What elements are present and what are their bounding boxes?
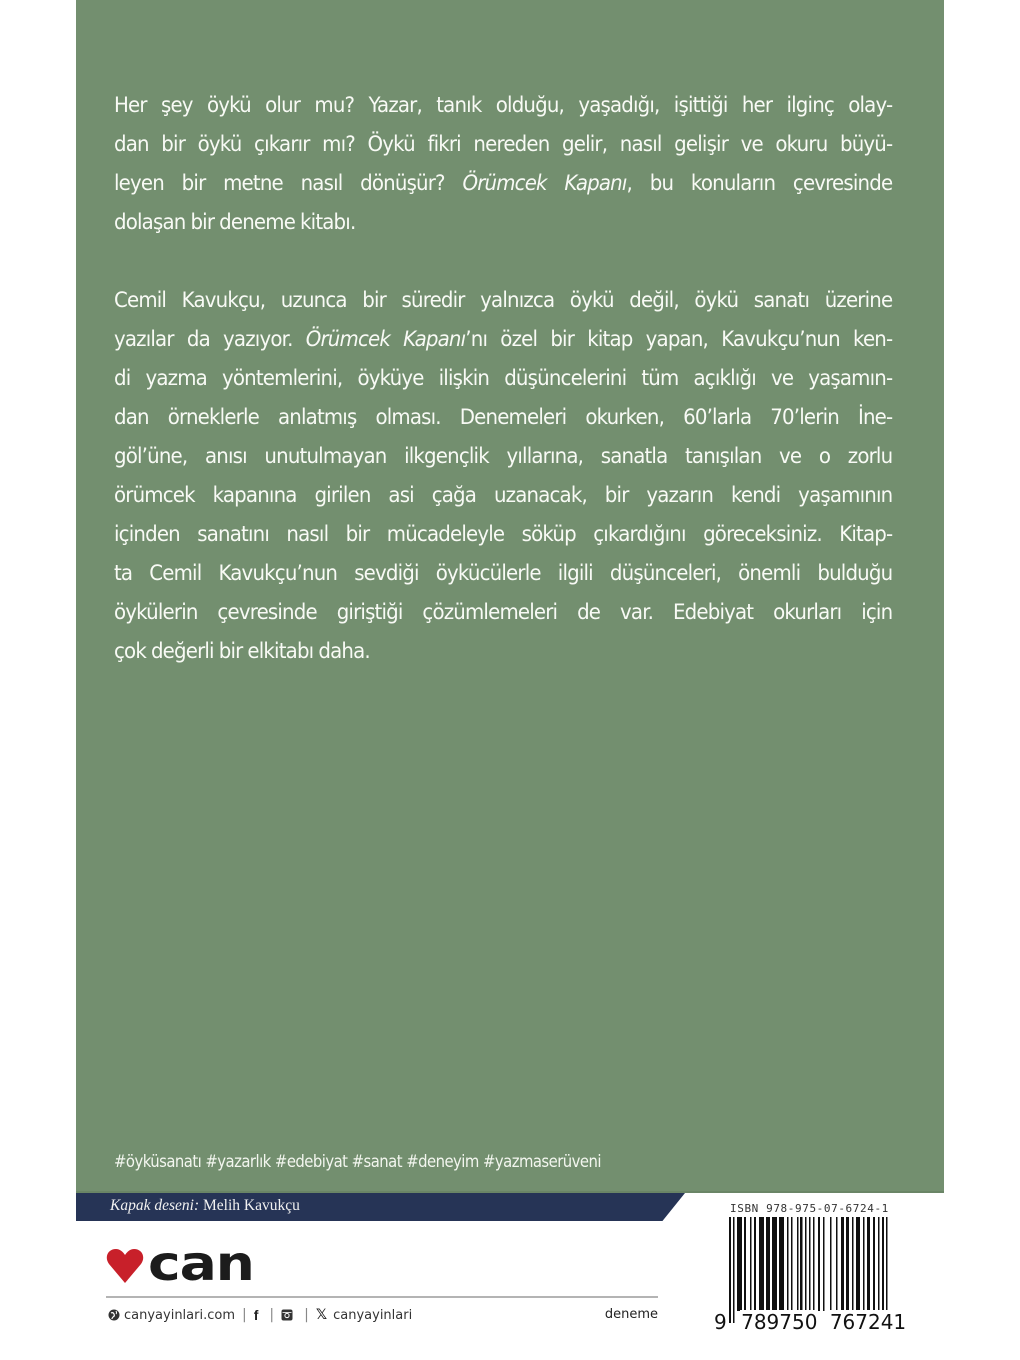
blurb-line: içinden sanatını nasıl bir mücadeleyle söküp çıkardığını göreceksiniz. Kitap- [114,522,893,547]
facebook-icon[interactable]: f [253,1307,259,1323]
footer-divider [106,1296,658,1298]
separator: | [269,1307,275,1323]
heart-icon [106,1248,144,1284]
blurb-text-fragment: leyen bir metne nasıl dönüşür? [114,171,445,196]
blurb-line [114,164,892,203]
logo-wordmark: can [148,1236,254,1292]
separator: | [304,1307,309,1323]
barcode-digits [713,1310,907,1334]
separator: | [242,1307,247,1323]
barcode-first-digit: 9 [714,1310,727,1334]
blurb-paragraph-2 [114,281,892,671]
blurb-line: öykülerin çevresinde giriştiği çözümlemeleri de var. Edebiyat okurları için [114,600,893,625]
hashtags: #öyküsanatı #yazarlık #edebiyat #sanat #deneyim #yazmaserüveni [114,1152,601,1171]
blurb-text-fragment: yazılar da yazıyor. [114,327,293,352]
blurb-line: dolaşan bir deneme kitabı. [114,210,356,235]
book-title-italic: Örümcek Kapanı [462,171,627,196]
genre-label: deneme [604,1307,658,1322]
cover-credit-name: Melih Kavukçu [199,1197,300,1214]
blurb-line: Her şey öykü olur mu? Yazar, tanık olduğu, yaşadığı, işittiği her ilginç olay- [114,93,893,118]
barcode-group-2: 767241 [829,1310,907,1334]
cover-credit-label: Kapak deseni: [110,1197,200,1214]
isbn-label: ISBN 978-975-07-6724-1 [730,1202,889,1215]
blurb-line: ta Cemil Kavukçu’nun sevdiği öykücülerle ilgili düşünceleri, önemli bulduğu [114,561,893,586]
blurb-line: çok değerli bir elkitabı daha. [114,639,370,664]
blurb-line: Cemil Kavukçu, uzunca bir süredir yalnızca öykü değil, öykü sanatı üzerine [114,288,893,313]
barcode [729,1217,894,1323]
blurb-text-fragment: , bu konuların çevresinde [626,171,893,196]
barcode-group-1: 789750 [741,1310,818,1334]
website-link[interactable]: canyayinlari.com [124,1307,235,1323]
blurb-line: örümcek kapanına girilen asi çağa uzanacak, bir yazarın kendi yaşamının [114,483,893,508]
blurb-line: göl’üne, anısı unutulmayan ilkgençlik yıllarına, sanatla tanışılan ve o zorlu [114,444,893,469]
blurb-line [114,320,892,359]
x-icon[interactable]: 𝕏 [315,1307,328,1323]
globe-icon [108,1309,120,1321]
social-handle[interactable]: canyayinlari [333,1307,413,1323]
blurb-line: dan örneklerle anlatmış olması. Denemeleri okurken, 60’larla 70’lerin İne- [114,405,893,430]
book-title-italic: Örümcek Kapanı [305,327,466,352]
blurb-paragraph-1 [114,86,892,242]
blurb-line: dan bir öykü çıkarır mı? Öykü fikri nereden gelir, nasıl gelişir ve okuru büyü- [114,132,893,157]
blurb-text [114,86,892,710]
footer-links [108,1307,412,1323]
instagram-icon[interactable] [281,1309,293,1321]
blurb-text-fragment: ’nı özel bir kitap yapan, Kavukçu’nun ken- [465,327,893,352]
blurb-line: di yazma yöntemlerini, öyküye ilişkin düşüncelerini tüm açıklığı ve yaşamın- [114,366,893,391]
publisher-logo [106,1236,254,1292]
cover-credit [110,1197,300,1215]
